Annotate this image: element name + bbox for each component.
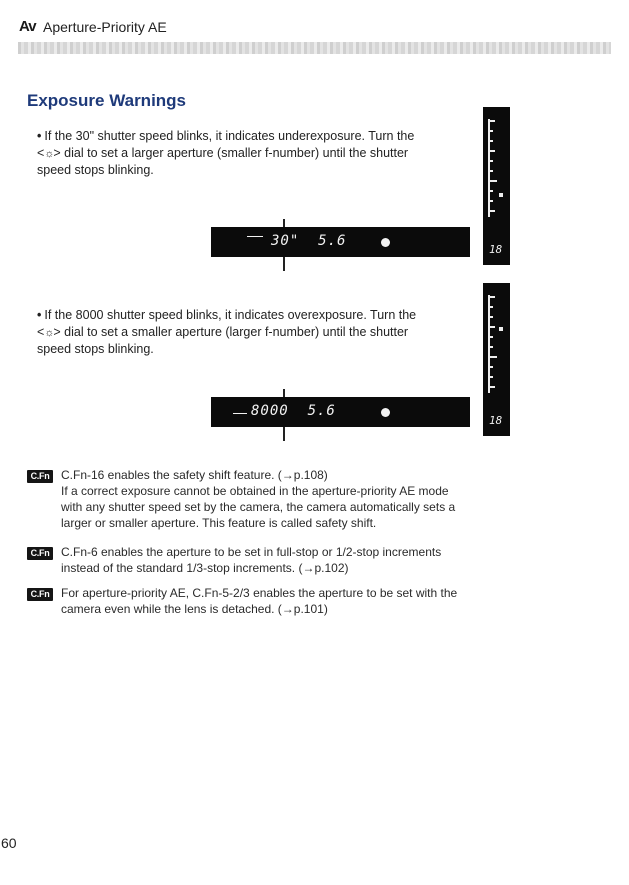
- cfn-line: C.Fn-6 enables the aperture to be set in full-stop or 1/2-stop increments: [61, 545, 442, 559]
- bullet-text-after: > dial to set a larger aperture (smaller f-number) until the shutter speed stops blinking.: [37, 145, 409, 177]
- bullet-overexposure: [37, 307, 427, 358]
- bullet-text-before: If the 30" shutter speed blinks, it indicates underexposure. Turn the <: [37, 129, 415, 160]
- exposure-scale-icon: [483, 283, 510, 405]
- cfn-badge-icon: C.Fn: [27, 547, 53, 560]
- lcd-pointer-top: [283, 219, 285, 227]
- cfn-note-safety-shift: [61, 467, 611, 531]
- lcd-readout: 8000 5.6: [251, 403, 336, 419]
- cfn-line: larger or smaller aperture. This feature is called safety shift.: [61, 516, 377, 530]
- lcd-pointer-top: [283, 389, 285, 397]
- focus-confirm-dot: [381, 238, 390, 247]
- focus-confirm-dot: [381, 408, 390, 417]
- cfn-note-aperture-increments: [61, 544, 611, 576]
- page-number: 60: [1, 835, 17, 851]
- section-title: Exposure Warnings: [27, 91, 187, 110]
- lcd-vertical-scale-2: [483, 283, 510, 436]
- blink-mark: [233, 413, 247, 414]
- cfn-line: If a correct exposure cannot be obtained in the aperture-priority AE mode: [61, 484, 449, 498]
- exposure-scale-icon: [483, 107, 510, 233]
- lcd-pointer-bottom: [283, 427, 285, 441]
- lcd-vertical-scale-1: [483, 107, 510, 265]
- lcd-panel-overexposure: [211, 397, 470, 427]
- cfn-line: C.Fn-16 enables the safety shift feature. (→p.108): [61, 468, 328, 482]
- av-mode-icon: Av: [19, 18, 36, 35]
- bullet-marker: •: [37, 129, 42, 143]
- cfn-line: instead of the standard 1/3-stop increments. (→p.102): [61, 561, 349, 575]
- bullet-text-after: > dial to set a smaller aperture (larger f-number) until the shutter speed stops blinking.: [37, 324, 409, 356]
- bullet-text-before: If the 8000 shutter speed blinks, it indicates overexposure. Turn the <: [37, 308, 417, 339]
- cfn-note-lens-detached: [61, 585, 616, 617]
- cfn-line: camera even while the lens is detached. (→p.101): [61, 602, 328, 616]
- cfn-badge-icon: C.Fn: [27, 470, 53, 483]
- main-dial-icon: ☼: [44, 326, 54, 339]
- blink-mark: [247, 236, 263, 237]
- side-value: 18: [489, 243, 503, 256]
- lcd-readout: 30" 5.6: [271, 233, 347, 249]
- cfn-line: with any shutter speed set by the camera, the camera automatically sets a: [61, 500, 456, 514]
- bullet-marker: •: [37, 308, 42, 322]
- header-band: [18, 42, 611, 54]
- side-value: 18: [489, 414, 503, 427]
- cfn-line: For aperture-priority AE, C.Fn-5-2/3 enables the aperture to be set with the: [61, 586, 458, 600]
- cfn-badge-icon: C.Fn: [27, 588, 53, 601]
- lcd-pointer-bottom: [283, 257, 285, 271]
- lcd-panel-underexposure: [211, 227, 470, 257]
- header-title: Aperture-Priority AE: [43, 19, 167, 35]
- main-dial-icon: ☼: [44, 147, 54, 160]
- bullet-underexposure: [37, 128, 437, 179]
